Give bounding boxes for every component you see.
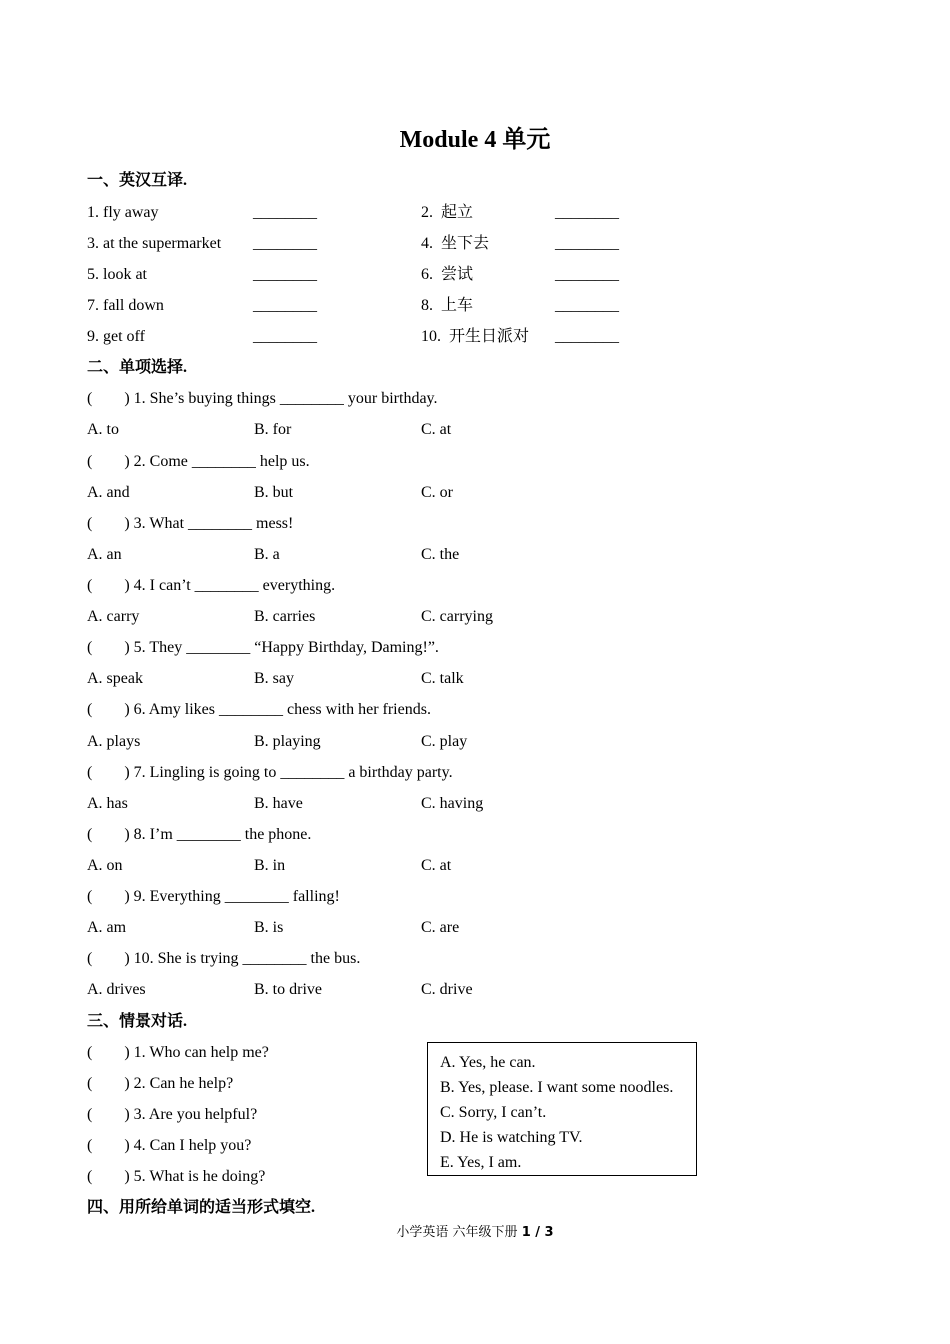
option-b: B. say xyxy=(254,670,294,687)
option-c: C. drive xyxy=(421,981,473,998)
option-b: B. is xyxy=(254,919,284,936)
question-stem: ( ) 9. Everything ________ falling! xyxy=(87,888,340,905)
question-stem: ( ) 5. They ________ “Happy Birthday, Daming!”. xyxy=(87,639,439,656)
option-c: C. at xyxy=(421,857,452,874)
dialogue-question: ( ) 1. Who can help me? xyxy=(87,1044,269,1061)
option-b: B. carries xyxy=(254,608,316,625)
option-a: A. carry xyxy=(87,608,140,625)
option-c: C. carrying xyxy=(421,608,493,625)
option-c: C. at xyxy=(421,421,452,438)
option-b: B. a xyxy=(254,546,280,563)
dialogue-question: ( ) 4. Can I help you? xyxy=(87,1137,252,1154)
option-c: C. the xyxy=(421,546,460,563)
section3-heading: 三、情景对话. xyxy=(87,1013,188,1030)
option-b: B. to drive xyxy=(254,981,322,998)
translation-item: 9. get off xyxy=(87,328,145,345)
option-a: A. am xyxy=(87,919,127,936)
answer-options-box xyxy=(427,1042,697,1176)
translation-item: 7. fall down xyxy=(87,297,164,314)
translation-item: 3. at the supermarket xyxy=(87,235,222,252)
option-a: A. speak xyxy=(87,670,143,687)
option-a: A. to xyxy=(87,421,119,438)
page-title: Module 4 单元 xyxy=(399,127,551,153)
answer-blank: ________ xyxy=(555,266,619,283)
dialogue-question: ( ) 2. Can he help? xyxy=(87,1075,234,1092)
answer-blank: ________ xyxy=(555,297,619,314)
option-c: C. talk xyxy=(421,670,464,687)
option-c: C. play xyxy=(421,733,468,750)
question-stem: ( ) 10. She is trying ________ the bus. xyxy=(87,950,361,967)
translation-item: 8. 上车 xyxy=(421,297,474,314)
answer-blank: ________ xyxy=(555,235,619,252)
dialogue-question: ( ) 5. What is he doing? xyxy=(87,1168,266,1185)
option-c: C. or xyxy=(421,484,453,501)
answer-option: E. Yes, I am. xyxy=(440,1154,522,1171)
translation-item: 2. 起立 xyxy=(421,204,474,221)
question-stem: ( ) 8. I’m ________ the phone. xyxy=(87,826,312,843)
question-stem: ( ) 6. Amy likes ________ chess with her friends. xyxy=(87,701,431,718)
option-a: A. on xyxy=(87,857,123,874)
page-footer xyxy=(0,1225,950,1241)
question-stem: ( ) 1. She’s buying things ________ your birthday. xyxy=(87,390,438,407)
question-stem: ( ) 3. What ________ mess! xyxy=(87,515,294,532)
answer-option: A. Yes, he can. xyxy=(440,1054,536,1071)
answer-blank: ________ xyxy=(253,204,317,221)
answer-option: D. He is watching TV. xyxy=(440,1129,583,1146)
option-b: B. in xyxy=(254,857,286,874)
answer-blank: ________ xyxy=(253,297,317,314)
option-a: A. an xyxy=(87,546,122,563)
option-b: B. have xyxy=(254,795,303,812)
option-c: C. having xyxy=(421,795,484,812)
option-a: A. plays xyxy=(87,733,141,750)
question-stem: ( ) 2. Come ________ help us. xyxy=(87,453,310,470)
option-a: A. drives xyxy=(87,981,146,998)
translation-item: 10. 开生日派对 xyxy=(421,328,530,345)
option-b: B. but xyxy=(254,484,294,501)
translation-item: 1. fly away xyxy=(87,204,159,221)
footer-label: 小学英语 六年级下册 xyxy=(396,1225,522,1240)
answer-blank: ________ xyxy=(555,328,619,345)
answer-blank: ________ xyxy=(253,266,317,283)
translation-item: 6. 尝试 xyxy=(421,266,474,283)
option-b: B. playing xyxy=(254,733,321,750)
question-stem: ( ) 7. Lingling is going to ________ a birthday party. xyxy=(87,764,453,781)
option-b: B. for xyxy=(254,421,292,438)
answer-blank: ________ xyxy=(555,204,619,221)
page-number: 1 / 3 xyxy=(521,1225,554,1240)
translation-item: 4. 坐下去 xyxy=(421,235,490,252)
option-c: C. are xyxy=(421,919,460,936)
section2-heading: 二、单项选择. xyxy=(87,359,188,376)
dialogue-question: ( ) 3. Are you helpful? xyxy=(87,1106,258,1123)
answer-option: B. Yes, please. I want some noodles. xyxy=(440,1079,674,1096)
answer-blank: ________ xyxy=(253,328,317,345)
section1-heading: 一、英汉互译. xyxy=(87,172,188,189)
answer-option: C. Sorry, I can’t. xyxy=(440,1104,547,1121)
question-stem: ( ) 4. I can’t ________ everything. xyxy=(87,577,336,594)
option-a: A. has xyxy=(87,795,128,812)
option-a: A. and xyxy=(87,484,130,501)
section4-heading: 四、用所给单词的适当形式填空. xyxy=(87,1199,316,1216)
translation-item: 5. look at xyxy=(87,266,147,283)
answer-blank: ________ xyxy=(253,235,317,252)
